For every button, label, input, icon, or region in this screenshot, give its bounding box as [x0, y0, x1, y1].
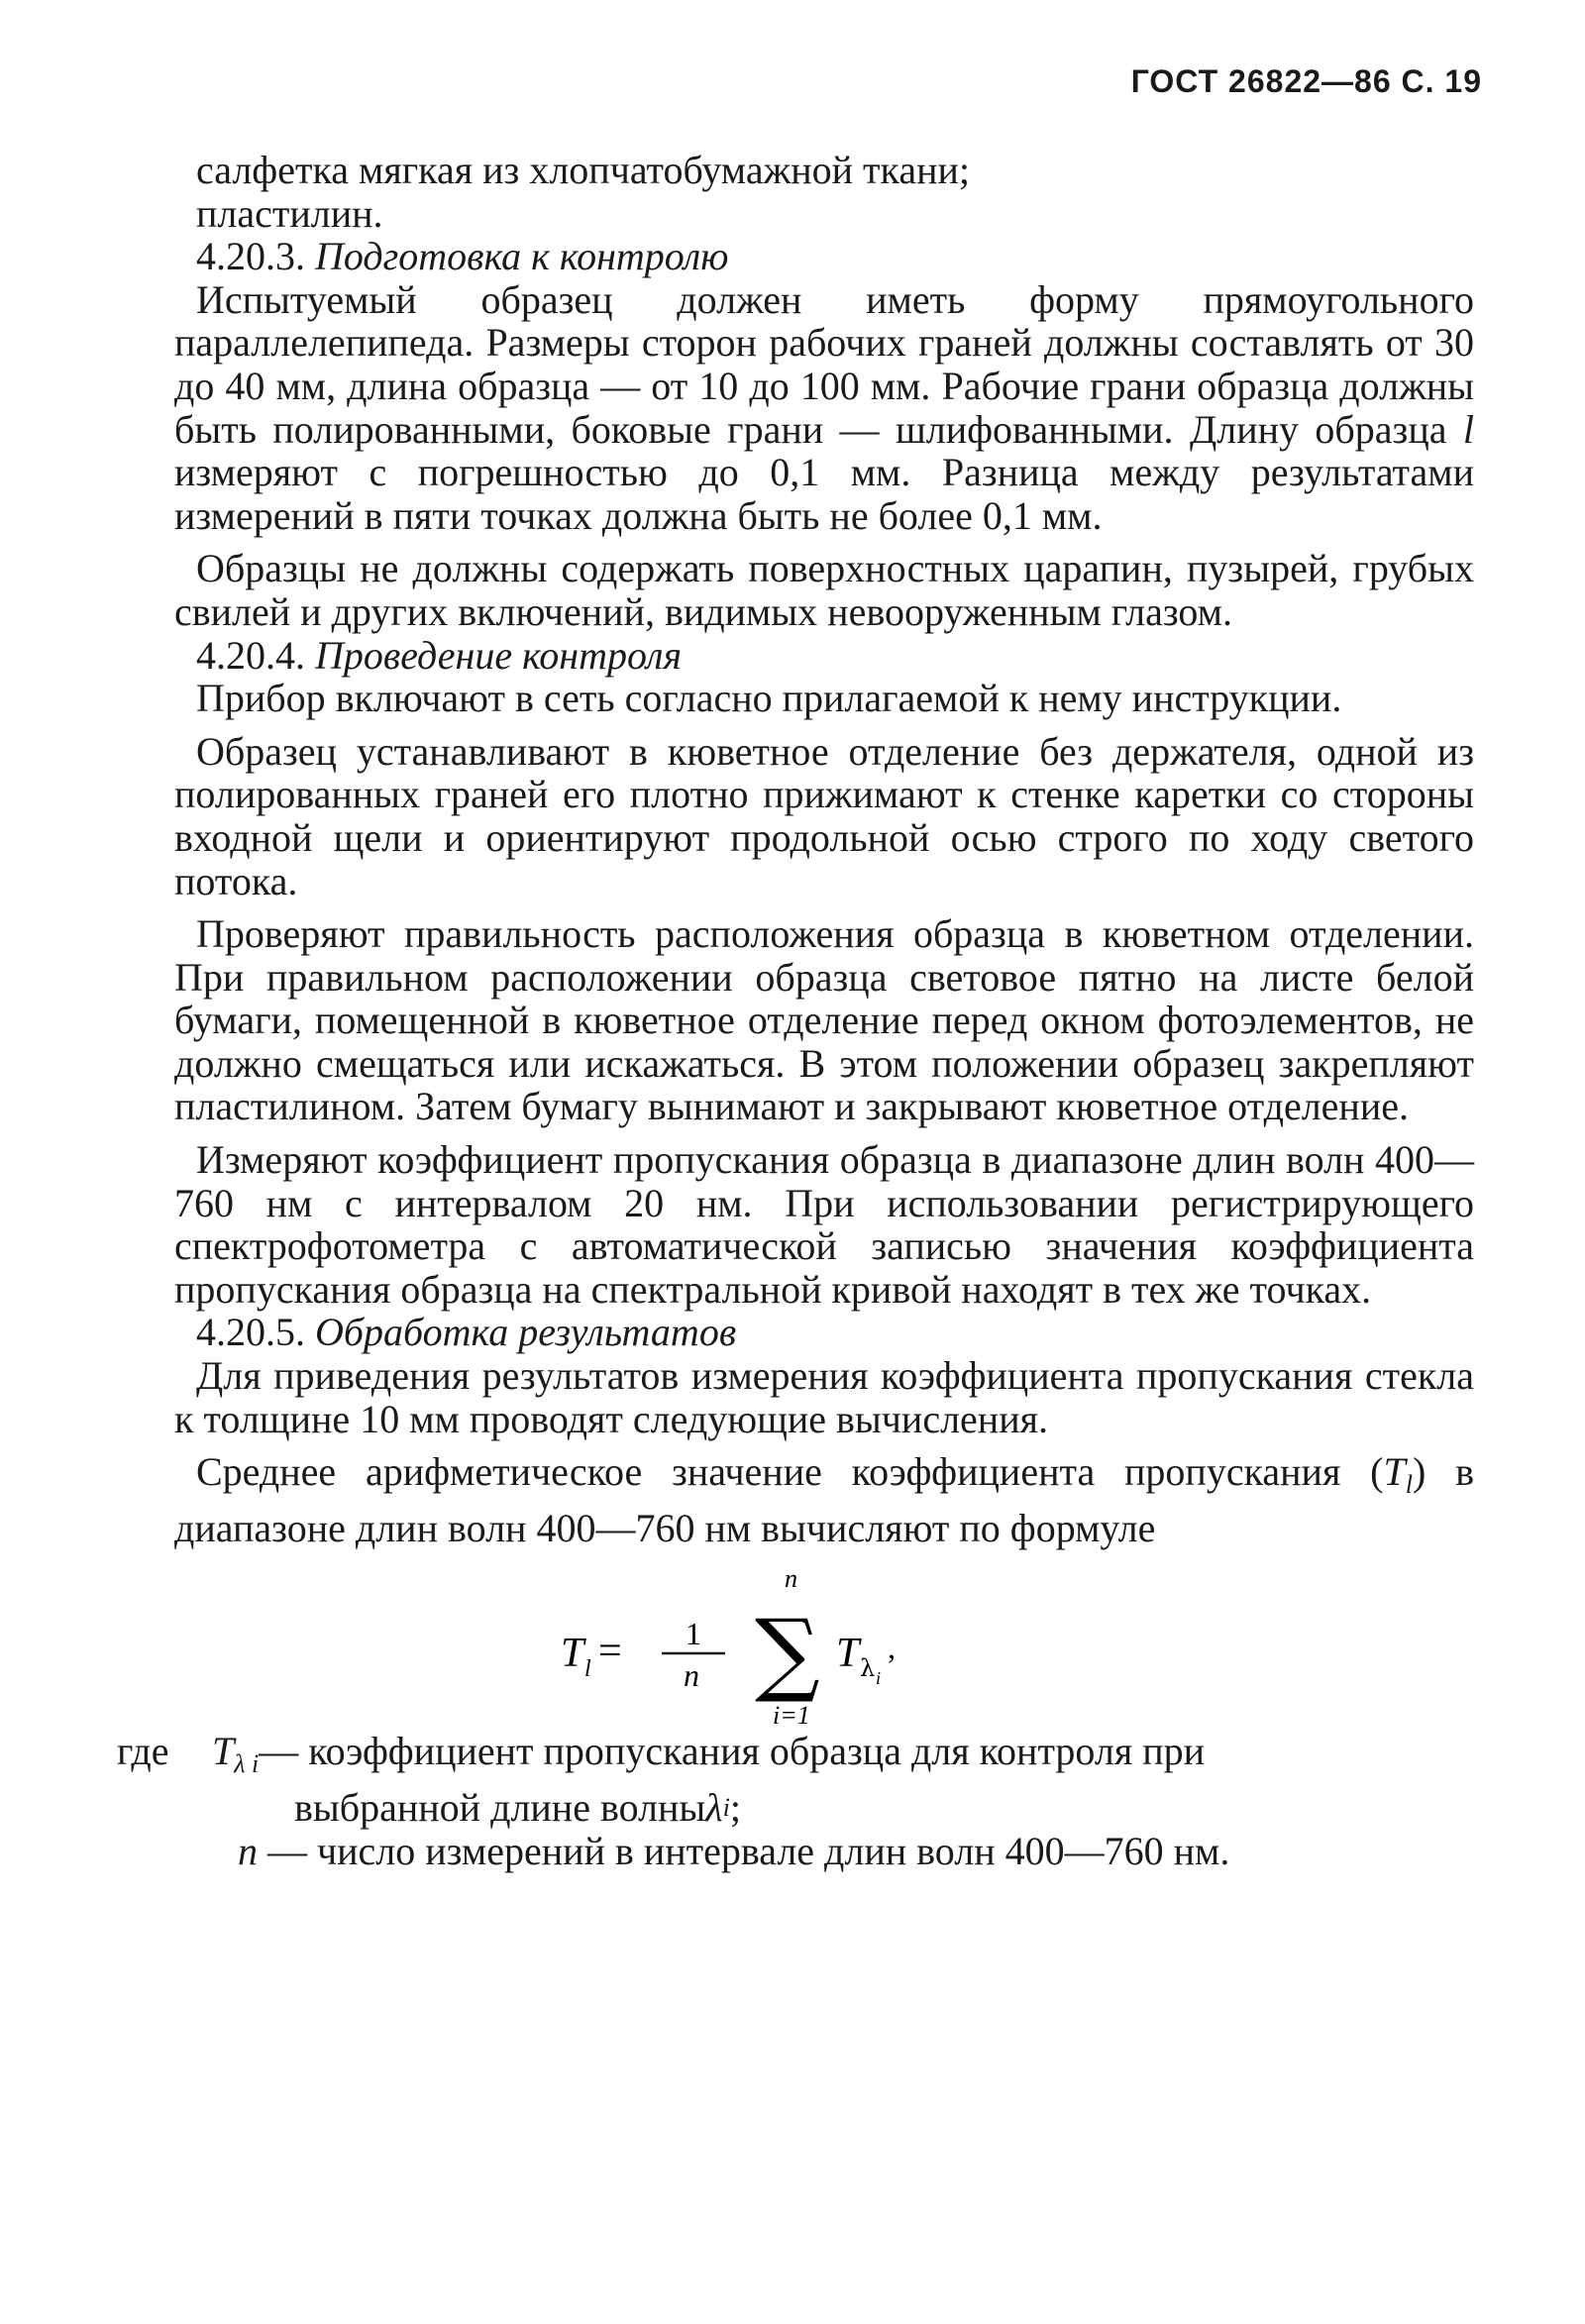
- equipment-item-plasticine: пластилин.: [196, 190, 383, 236]
- legend-item-n: [238, 1830, 1474, 1873]
- section-title: Подготовка к контролю: [315, 234, 729, 279]
- formula-denominator: n: [684, 1657, 699, 1694]
- formula-numerator: 1: [686, 1616, 701, 1652]
- legend-intro: где: [117, 1729, 169, 1774]
- paragraph-sample-shape: Испытуемый образец должен иметь форму прямоугольного параллелепипеда. Размеры сторон рабочих граней должны составлять от 30 до 40 мм, длина образца — от 10 до 100 мм. Рабочие грани образца должны быть полированными, боковые грани — шлифованными. Длину образца l измеряют с погрешностью до 0,1 мм. Разница между результатами измерений в пяти точках должна быть не более 0,1 мм.: [174, 276, 1475, 538]
- paragraph-power-on: Прибор включают в сеть согласно прилагаемой к нему инструкции.: [196, 676, 1342, 721]
- section-heading-4-20-4: [174, 634, 1474, 678]
- formula-term-subsubscript: i: [876, 1668, 882, 1689]
- formula-legend: [117, 1729, 1474, 1873]
- legend-item-t-lambda: [117, 1729, 1474, 1786]
- formula-term: T: [836, 1631, 860, 1677]
- formula-lhs: T: [561, 1631, 584, 1677]
- mean-transmittance-formula: [174, 1555, 1474, 1730]
- legend-definition: — коэффициент пропускания образца для контроля при: [259, 1729, 1206, 1774]
- section-title: Проведение контроля: [315, 632, 683, 678]
- formula-graphic: [561, 1555, 977, 1730]
- document-body: [117, 148, 1475, 1873]
- length-symbol: l: [1462, 406, 1475, 452]
- section-number: 4.20.4.: [196, 632, 305, 678]
- legend-symbol: $T_{\lambda i}$: [212, 1729, 260, 1779]
- section-title: Обработка результатов: [315, 1310, 737, 1355]
- legend-symbol: n: [238, 1828, 258, 1873]
- sum-upper-limit: n: [785, 1564, 797, 1594]
- paragraph-calculation-intro: Для приведения результатов измерения коэффициента пропускания стекла к толщине 10 мм проводят следующие вычисления.: [174, 1353, 1474, 1441]
- paragraph-sample-install: Образец устанавливают в кюветное отделение без держателя, одной из полированных граней его плотно прижимают к стенке каретки со стороны входной щели и ориентируют продольной осью строго по ходу светого потока.: [174, 728, 1474, 903]
- formula-lhs-subscript: l: [584, 1656, 591, 1683]
- section-heading-4-20-3: [174, 235, 1474, 278]
- section-number: 4.20.5.: [196, 1310, 305, 1355]
- formula-comma: ,: [888, 1630, 896, 1666]
- paragraph-position-check: Проверяют правильность расположения образца в кюветном отделении. При правильном расположении образца световое пятно на листе белой бумаги, помещенной в кюветное отделение перед окном фотоэлементов, не должно смещаться или искажаться. В этом положении образец закрепляют пластилином. Затем бумагу вынимают и закрывают кюветное отделение.: [174, 911, 1474, 1129]
- summation-sign: ∑: [755, 1600, 820, 1707]
- section-number: 4.20.3.: [196, 234, 305, 279]
- paragraph-sample-defects: Образцы не должны содержать поверхностных царапин, пузырей, грубых свилей и других включений, видимых невооруженным глазом.: [174, 546, 1474, 634]
- legend-item-t-lambda-continued: выбранной длине волны λ i ;: [294, 1785, 741, 1830]
- formula-equals: =: [598, 1629, 622, 1675]
- equipment-item-napkin: салфетка мягкая из хлопчатобумажной ткани;: [196, 148, 971, 192]
- running-header: ГОСТ 26822—86 С. 19: [1130, 63, 1482, 99]
- paragraph-formula-intro: Среднее арифметическое значение коэффициента пропускания $(T_l)$ в диапазоне длин волн 400—760 нм вычисляют по формуле: [174, 1449, 1474, 1550]
- section-heading-4-20-5: [174, 1311, 1474, 1354]
- legend-definition: — число измерений в интервале длин волн 400—760 нм.: [267, 1828, 1230, 1873]
- paragraph-measurement: Измеряют коэффициент пропускания образца в диапазоне длин волн 400—760 нм с интервалом 20 нм. При использовании регистрирующего спектрофотометра с автоматической записью значения коэффициента пропускания образца на спектральной кривой находят в тех же точках.: [174, 1137, 1474, 1312]
- formula-term-subscript: λ: [860, 1654, 876, 1683]
- sum-lower-limit: i=1: [773, 1701, 810, 1731]
